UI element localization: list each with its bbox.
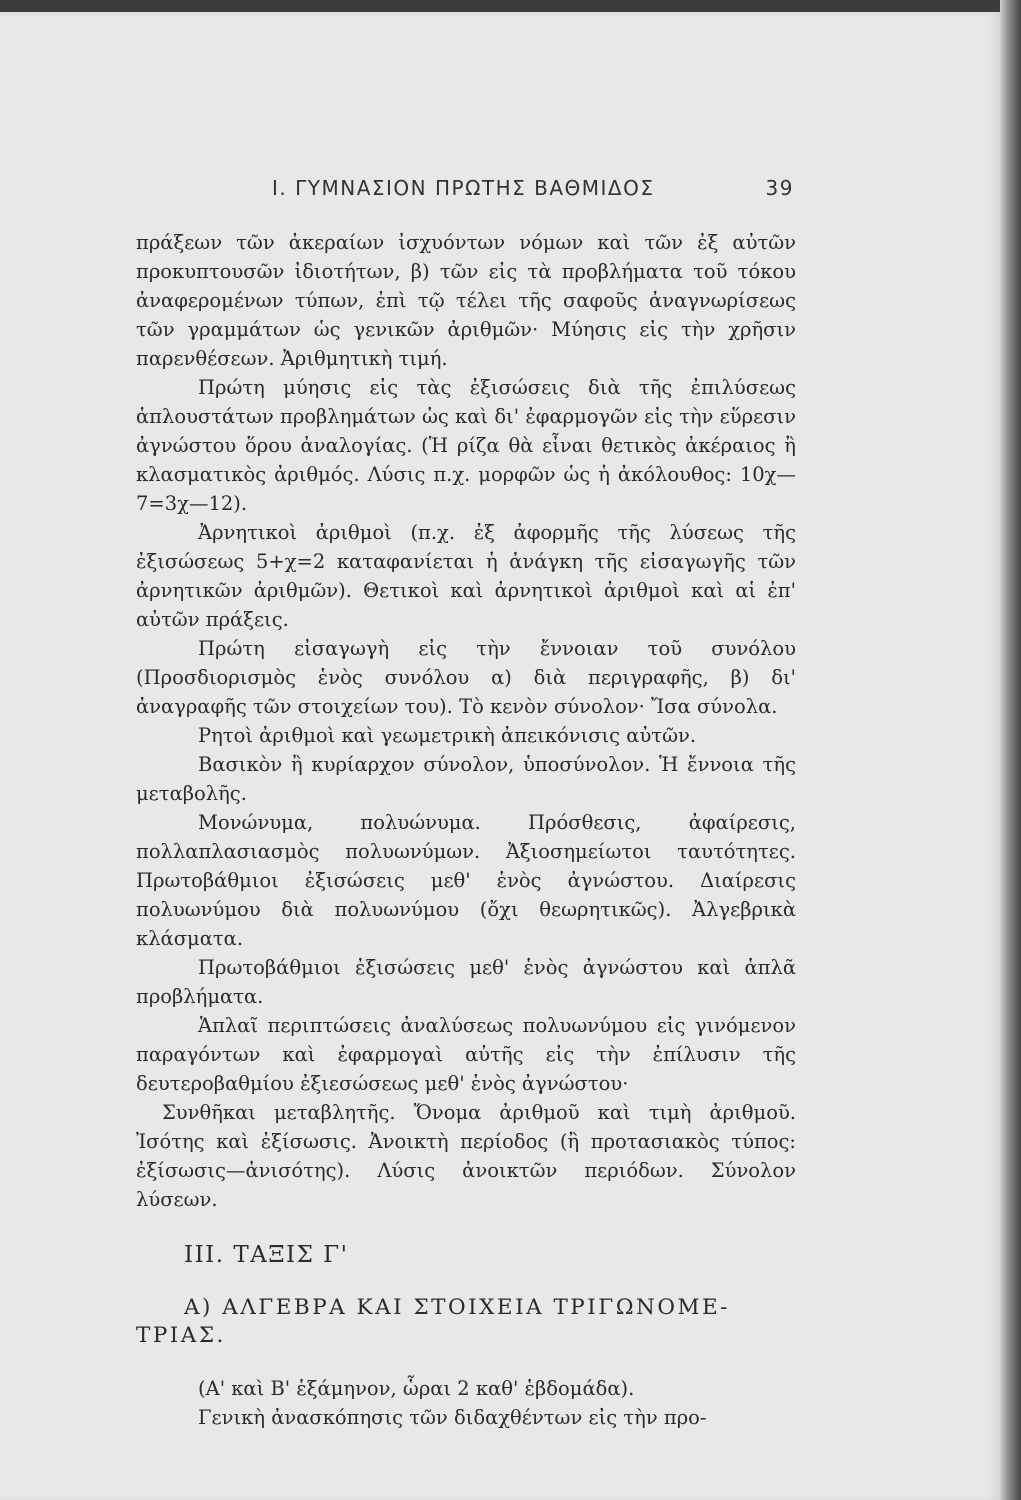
paragraph: Ἁπλαῖ περιπτώσεις ἀναλύσεως πολυωνύμου εἰς γινόμενον παραγόντων καὶ ἐφαρμογαὶ αὐτῆς εἰς τὴν ἐπίλυσιν τῆς δευτεροβαθμίου ἐξιεσώσεως μεθ' ἑνὸς ἀγνώστου· <box>136 1014 796 1095</box>
page-number: 39 <box>765 176 794 200</box>
paragraph: Πρώτη μύησις εἰς τὰς ἐξισώσεις διὰ τῆς ἐπιλύσεως ἁπλουστάτων προβλημάτων ὡς καὶ δι' ἐφαρμογῶν εἰς τὴν εὕρεσιν ἀγνώστου ὅρου ἀναλογίας. (Ἡ ρίζα θὰ εἶναι θετικὸς ἀκέραιος ἢ κλασματικὸς ἀριθμός. Λύσις π.χ. μορφῶν ὡς ἡ ἀκόλουθος: 10χ—7=3χ—12). <box>136 376 796 515</box>
paragraph: (Α' καὶ Β' ἑξάμηνον, ὧραι 2 καθ' ἑβδομάδα). <box>198 1377 635 1400</box>
paragraph: Πρωτοβάθμιοι ἐξισώσεις μεθ' ἑνὸς ἀγνώστου καὶ ἁπλᾶ προβλήματα. <box>136 956 796 1008</box>
scan-right-edge <box>1000 0 1021 1500</box>
body-text <box>136 228 796 1432</box>
paragraph: Βασικὸν ἢ κυρίαρχον σύνολον, ὑποσύνολον. Ἡ ἔννοια τῆς μεταβολῆς. <box>136 753 796 805</box>
paragraph: Μονώνυμα, πολυώνυμα. Πρόσθεσις, ἀφαίρεσις, πολλαπλασιασμὸς πολυωνύμων. Ἀξιοσημείωτοι ταυτότητες. Πρωτοβάθμιοι ἐξισώσεις μεθ' ἑνὸς ἀγνώστου. Διαίρεσις πολυωνύμου διὰ πολυωνύμου (ὄχι θεωρητικῶς). Ἀλγεβρικὰ κλάσματα. <box>136 811 796 950</box>
paragraph: Ρητοὶ ἀριθμοὶ καὶ γεωμετρικὴ ἀπεικόνισις αὐτῶν. <box>198 724 697 747</box>
paragraph: πράξεων τῶν ἀκεραίων ἰσχυόντων νόμων καὶ τῶν ἐξ αὐτῶν προκυπτουσῶν ἰδιοτήτων, β) τῶν εἰς τὰ προβλήματα τοῦ τόκου ἀναφερομένων τύπων, ἐπὶ τῷ τέλει τῆς σαφοῦς ἀναγνωρίσεως τῶν γραμμάτων ὡς γενικῶν ἀριθμῶν· Μύησις εἰς τὴν χρῆσιν παρενθέσεων. Ἀριθμητικὴ τιμή. <box>136 231 796 370</box>
scan-top-edge <box>0 0 1021 12</box>
running-header <box>272 176 794 200</box>
paragraph: Γενικὴ ἀνασκόπησις τῶν διδαχθέντων εἰς τὴν προ- <box>198 1406 707 1429</box>
subsection-heading <box>136 1294 796 1350</box>
subsection-heading-line1: Α) ΑΛΓΕΒΡΑ ΚΑΙ ΣΤΟΙΧΕΙΑ ΤΡΙΓΩΝΟΜΕ- <box>184 1295 730 1320</box>
running-title: I. ΓΥΜΝΑΣΙΟΝ ΠΡΩΤΗΣ ΒΑΘΜΙΔΟΣ <box>272 176 655 200</box>
paragraph: Συνθῆκαι μεταβλητῆς. Ὄνομα ἀριθμοῦ καὶ τιμὴ ἀριθμοῦ. Ἰσότης καὶ ἐξίσωσις. Ἀνοικτὴ περίοδος (ἢ προτασιακὸς τύπος: ἐξίσωσις—ἀνισότης). Λύσις ἀνοικτῶν περιόδων. Σύνολον λύσεων. <box>136 1101 796 1211</box>
section-heading: III. ΤΑΞΙΣ Γ' <box>184 1242 349 1268</box>
paragraph: Ἀρνητικοὶ ἀριθμοὶ (π.χ. ἐξ ἀφορμῆς τῆς λύσεως τῆς ἐξισώσεως 5+χ=2 καταφανίεται ἡ ἀνάγκη τῆς εἰσαγωγῆς τῶν ἀρνητικῶν ἀριθμῶν). Θετικοὶ καὶ ἀρνητικοὶ ἀριθμοὶ καὶ αἱ ἐπ' αὐτῶν πράξεις. <box>136 521 796 631</box>
subsection-heading-line2: ΤΡΙΑΣ. <box>136 1323 226 1348</box>
paragraph: Πρώτη εἰσαγωγὴ εἰς τὴν ἔννοιαν τοῦ συνόλου (Προσδιορισμὸς ἑνὸς συνόλου α) διὰ περιγραφῆς, β) δι' ἀναγραφῆς τῶν στοιχείων του). Τὸ κενὸν σύνολον· Ἴσα σύνολα. <box>136 637 796 718</box>
